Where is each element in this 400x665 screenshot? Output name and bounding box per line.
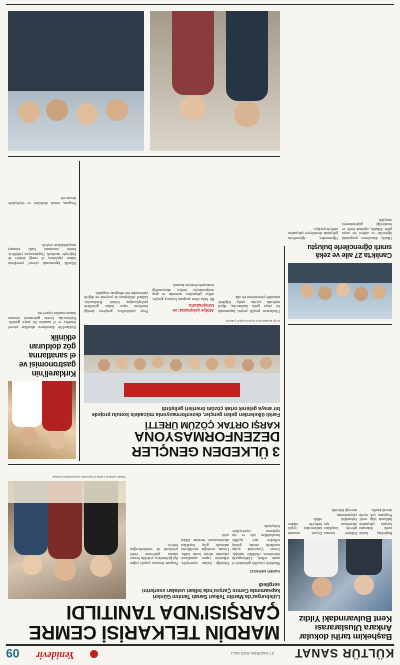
- youth-col-1: Uluslararası gençlik projesi kapsamında bir araya gelen katılımcılar, dijital medyada yayılan yanlış bilgilerle mücadele yöntemlerini ele aldı.: [218, 295, 280, 313]
- bottom-photo-left: [150, 11, 280, 151]
- mardin-deck: Lüleburgaz'da Mardin Telkari Sanatı Tanıtım Günleri kapsamında Cemre Çarşısı'nda telkari ustaları eserlerini sergiledi: [142, 581, 280, 599]
- doctor-col-1: Başhekim, kentin tarihi dokusunu koruma çalışmaları hakkında bilgi verdi. Programa çok sayıda davetli katıldı.: [359, 508, 392, 535]
- bottom-photo-right: [8, 11, 144, 151]
- youth-col-3: Proje yürütücüleri, gençlerin ürettiği önerilerin rapor haline getirilerek paylaşılacağını belirtti. Katılımcılar, kültürel etkileşimin de projenin en değerli yanlarından biri olduğunu vurguladı.: [84, 290, 148, 313]
- section-rule: [288, 324, 392, 325]
- youth-photo-caption: Proje katılımcıları toplu fotoğraf çektirdi.: [225, 319, 280, 323]
- youth-subhead: Atölye çalışmaları ve tartışmalarla: [172, 303, 214, 313]
- column-divider: [79, 161, 80, 461]
- masthead: [6, 647, 394, 661]
- footer-rule: [6, 4, 394, 5]
- youth-headline-1: 3 ÜLKEDEN GENÇLER: [131, 444, 280, 460]
- youth-headline-3: KARŞI ORTAK ÇÖZÜM ÜRETTİ: [145, 419, 280, 430]
- gastronomy-col-1: Kırklareli'de düzenlenen etkinlikte yöresel lezzetler ve el sanatları bir araya getirildi. Katılımcılar, kentin gastronomi mirasını tanıtan stantları ziyaret etti.: [8, 311, 76, 329]
- gastronomy-photo: [8, 381, 76, 459]
- mardin-col-2: Etkinliğe katılan ziyaretçiler, telkarinin yapım aşamalarını yakından izleme fırsatı buldu. Ustalar, mesleğin inceliklerini anlatarak genç kuşaklara aktarılmasının önemine dikkat çekti.: [181, 533, 229, 565]
- issue-date: 27 HAZİRAN 2023 SALI: [231, 651, 274, 656]
- mardin-photo: [8, 481, 126, 599]
- canlik-photo: [288, 263, 392, 319]
- gastronomy-headline-5: etkinlik: [50, 333, 76, 342]
- column-divider: [284, 246, 285, 641]
- mardin-headline-2: ÇARŞISI'NDA TANITILDI: [66, 601, 280, 622]
- gastronomy-col-3: Program, müzik dinletileri ve söyleşilerle devam etti.: [8, 196, 76, 205]
- page-number: 09: [6, 646, 20, 660]
- mardin-col-3: Program boyunca çarşıda yoğun ilgi gözlenirken, yetkililer benzer tanıtım günlerinin farklı şehirlerde de sürdürüleceğini belirtti.: [130, 542, 178, 565]
- youth-col-2: Bir hafta süren program boyunca gençler, atölye çalışmaları, sunumlar ve grup tartışmalarıyla medya okuryazarlığı konusunda deneyim kazandı.: [152, 283, 214, 301]
- mardin-byline: HABER MERKEZİ: [250, 569, 280, 573]
- mardin-photo-caption: Telkari ustaları Cemre Çarşısı'nda ziyaretçilerle buluştu.: [51, 475, 126, 479]
- section-title: KÜLTÜR SANAT: [294, 646, 394, 660]
- youth-headline-2: DEZENFORMASYONA: [134, 429, 280, 445]
- gastronomy-headline-1: Kırklareli'nin: [31, 369, 76, 378]
- canlik-col-1: Okulda düzenlenen programda öğrenciler ve aileleri bir araya geldi. Etkinlik, eğitimde birlik ve beraberliği güçlendirmeyi amaçladı.: [342, 217, 392, 240]
- masthead-rule: [6, 645, 394, 647]
- mardin-headline-1: MARDİN TELKARİSİ CEMRE: [28, 621, 280, 642]
- gastronomy-col-2: Etkinlik kapsamında yöresel yemeklerin tadımı yapılırken, el emeği ürünler de beğeniyle incelendi. Organizasyon yetkilileri, kentin tanıtımına katkı sunmayı amaçladıklarını söyledi.: [8, 242, 76, 265]
- youth-deck: Farklı ülkelerden gelen gençler, dezenformasyonla mücadele konulu projede bir araya gelerek ortak çözüm önerileri geliştirdi: [91, 405, 280, 417]
- canlik-col-2: Öğretmenler, öğrencilerin gelişimini destekleyen çalışmaları ailelerle paylaştı.: [288, 226, 338, 240]
- section-rule: [8, 156, 280, 157]
- doctor-photo: [288, 539, 392, 611]
- doctor-col-3: Ziyaret sonunda katılımcılara çeşitli hediyeler takdim edildi.: [288, 517, 322, 535]
- gastronomy-headline-4: göz dolduran: [29, 342, 76, 351]
- newspaper-logo: Yenidevir: [36, 649, 75, 660]
- canlik-headline-2: sınırlı öğrencilerle buluştu: [307, 243, 392, 252]
- mardin-col-1: Mardin'in yüzyıllık geleneksel el sanatı telkari, Lüleburgaz'da düzenlenen etkinlikle tanıtıldı. Cemre Çarşısı'nda açılan stantlarda ustalar, gümüş tellerden ince işçilikle hazırladıkları takı ve süs eşyalarını ziyaretçilerle buluşturdu.: [232, 524, 280, 565]
- gastronomy-headline-2: gastronomisi ve: [19, 360, 76, 369]
- section-rule: [8, 464, 280, 465]
- doctor-headline-1: Başhekim tarihi dokular: [299, 632, 392, 642]
- doctor-headline-2: Ankara Uluslararası: [315, 623, 392, 633]
- canlik-headline-1: Canlık'ta 27 aile ve zekâ: [315, 251, 392, 260]
- youth-photo: [84, 325, 280, 403]
- doctor-headline-3: Kent Bulvarındaki Yıldız: [299, 614, 392, 624]
- gastronomy-headline-3: el sanatlarına: [28, 351, 76, 360]
- logo-mark-icon: [90, 650, 98, 658]
- doctor-col-2: Kültürel mirasın gelecek kuşaklara aktarılması için farkındalık çalışmalarının süreceği belirtildi.: [324, 508, 357, 535]
